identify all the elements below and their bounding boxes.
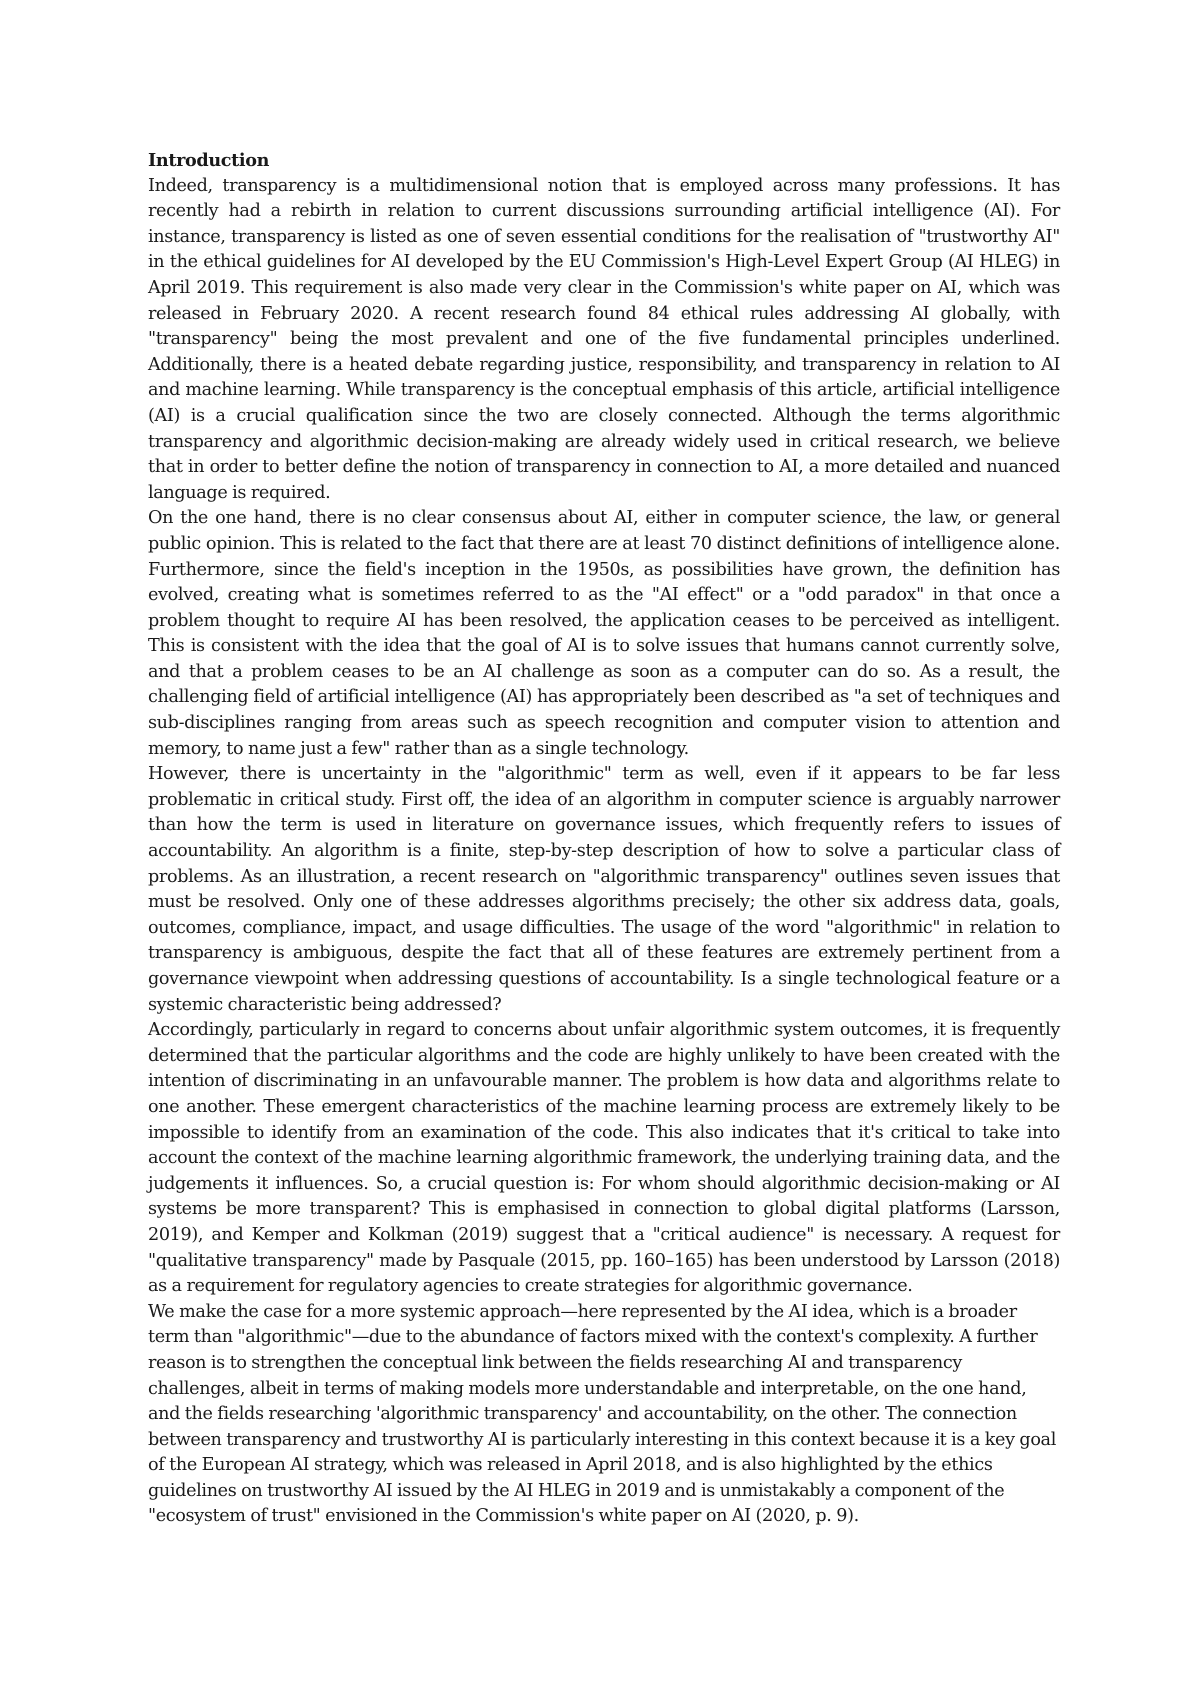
paragraph-3: However, there is uncertainty in the "algorithmic" term as well, even if it appears to be far less problematic in critical study. First off, the idea of an algorithm in computer science is arguably narrower than how the term is used in literature on governance issues, which frequently refers to issues of accountability. An algorithm is a finite, step-by-step description of how to solve a particular class of problems. As an illustration, a recent research on "algorithmic transparency" outlines seven issues that must be resolved. Only one of these addresses algorithms precisely; the other six address data, goals, outcomes, compliance, impact, and usage difficulties. The usage of the word "algorithmic" in relation to transparency is ambiguous, despite the fact that all of these features are extremely pertinent from a governance viewpoint when addressing questions of accountability. Is a single technological feature or a systemic characteristic being addressed?	[148, 764, 1060, 1015]
paragraph-1: Indeed, transparency is a multidimensional notion that is employed across many professions. It has recently had a rebirth in relation to current discussions surrounding artificial intelligence (AI). For instance, transparency is listed as one of seven essential conditions for the realisation of "trustworthy AI" in the ethical guidelines for AI developed by the EU Commission's High-Level Expert Group (AI HLEG) in April 2019. This requirement is also made very clear in the Commission's white paper on AI, which was released in February 2020. A recent research found 84 ethical rules addressing AI globally, with "transparency" being the most prevalent and one of the five fundamental principles underlined. Additionally, there is a heated debate regarding justice, responsibility, and transparency in relation to AI and machine learning. While transparency is the conceptual emphasis of this article, artificial intelligence (AI) is a crucial qualification since the two are closely connected. Although the terms algorithmic transparency and algorithmic decision-making are already widely used in critical research, we believe that in order to better define the notion of transparency in connection to AI, a more detailed and nuanced language is required.	[148, 175, 1060, 503]
paragraph-2: On the one hand, there is no clear consensus about AI, either in computer science, the law, or general public opinion. This is related to the fact that there are at least 70 distinct definitions of intelligence alone. Furthermore, since the field's inception in the 1950s, as possibilities have grown, the definition has evolved, creating what is sometimes referred to as the "AI effect" or a "odd paradox" in that once a problem thought to require AI has been resolved, the application ceases to be perceived as intelligent. This is consistent with the idea that the goal of AI is to solve issues that humans cannot currently solve, and that a problem ceases to be an AI challenge as soon as a computer can do so. As a result, the challenging field of artificial intelligence (AI) has appropriately been described as "a set of techniques and sub-disciplines ranging from areas such as speech recognition and computer vision to attention and memory, to name just a few" rather than as a single technology.	[148, 508, 1060, 759]
paragraph-5: We make the case for a more systemic approach—here represented by the AI idea, which is a broader term than "algorithmic"—due to the abundance of factors mixed with the context's complexity. A further reason is to strengthen the conceptual link between the fields researching AI and transparency challenges, albeit in terms of making models more understandable and interpretable, on the one hand, and the fields researching 'algorithmic transparency' and accountability, on the other. The connection between transparency and trustworthy AI is particularly interesting in this context because it is a key goal of the European AI strategy, which was released in April 2018, and is also highlighted by the ethics guidelines on trustworthy AI issued by the AI HLEG in 2019 and is unmistakably a component of the "ecosystem of trust" envisioned in the Commission's white paper on AI (2020, p. 9).	[148, 1301, 1056, 1527]
document-page	[148, 148, 1060, 1530]
paragraph-4: Accordingly, particularly in regard to concerns about unfair algorithmic system outcomes, it is frequently determined that the particular algorithms and the code are highly unlikely to have been created with the intention of discriminating in an unfavourable manner. The problem is how data and algorithms relate to one another. These emergent characteristics of the machine learning process are extremely likely to be impossible to identify from an examination of the code. This also indicates that it's critical to take into account the context of the machine learning algorithmic framework, the underlying training data, and the judgements it influences. So, a crucial question is: For whom should algorithmic decision-making or AI systems be more transparent? This is emphasised in connection to global digital platforms (Larsson, 2019), and Kemper and Kolkman (2019) suggest that a "critical audience" is necessary. A request for "qualitative transparency" made by Pasquale (2015, pp. 160–165) has been understood by Larsson (2018) as a requirement for regulatory agencies to create strategies for algorithmic governance.	[148, 1020, 1060, 1297]
section-heading: Introduction	[148, 150, 270, 171]
